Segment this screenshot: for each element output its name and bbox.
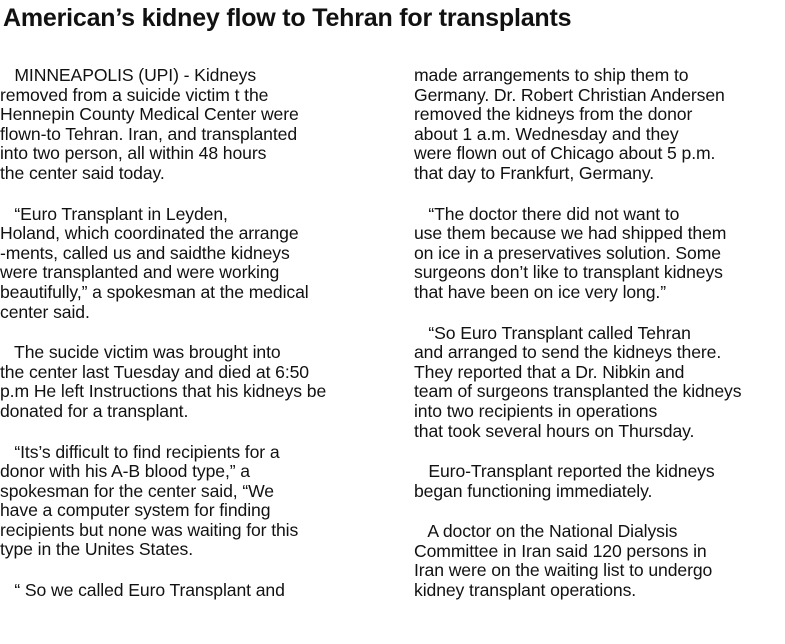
text-line: surgeons don’t like to transplant kidneys (414, 262, 723, 283)
text-line: into two person, all within 48 hours (0, 143, 267, 164)
text-line: beautifully,” a spokesman at the medical (0, 281, 309, 302)
text-line: made arrangements to ship them to (414, 65, 689, 85)
text-line: that have been on ice very long.” (414, 281, 666, 302)
text-line: kidney transplant operations. (414, 580, 637, 601)
left-column (0, 66, 385, 622)
text-line: A doctor on the National Dialysis (414, 521, 678, 542)
text-line: have a computer system for finding (0, 500, 271, 521)
article-paragraph (0, 343, 385, 421)
text-line: were flown out of Chicago about 5 p.m. (414, 143, 716, 164)
text-line: -ments, called us and saidthe kidneys (0, 242, 290, 263)
text-line: Hennepin County Medical Center were (0, 104, 299, 125)
right-column (414, 66, 785, 622)
text-line: into two recipients in operations (414, 400, 658, 421)
text-line: They reported that a Dr. Nibkin and (414, 361, 685, 382)
text-line: “The doctor there did not want to (414, 203, 680, 224)
article-paragraph (414, 324, 785, 442)
text-line: MINNEAPOLIS (UPI) - Kidneys (0, 65, 257, 85)
text-line: recipients but none was waiting for this (0, 519, 299, 540)
article-paragraph (0, 205, 385, 323)
text-line: type in the Unites States. (0, 539, 193, 560)
text-line: were transplanted and were working (0, 262, 280, 283)
text-line: “Euro Transplant in Leyden, (0, 203, 228, 224)
text-line: that took several hours on Thursday. (414, 420, 695, 441)
article-paragraph (0, 443, 385, 561)
text-line: the center last Tuesday and died at 6:50 (0, 361, 309, 382)
text-line: and arranged to send the kidneys there. (414, 342, 722, 363)
text-line: that day to Frankfurt, Germany. (414, 162, 655, 183)
article-paragraph (414, 205, 785, 303)
text-line: about 1 a.m. Wednesday and they (414, 123, 679, 144)
text-line: donor with his A-B blood type,” a (0, 461, 250, 482)
text-line: team of surgeons transplanted the kidneys (414, 381, 742, 402)
text-line: Euro-Transplant reported the kidneys (414, 461, 715, 482)
article-paragraph (0, 581, 385, 601)
text-line: The sucide victim was brought into (0, 342, 281, 363)
text-line: center said. (0, 301, 90, 322)
article-paragraph (414, 462, 785, 501)
text-line: p.m He left Instructions that his kidneys be (0, 381, 327, 402)
text-line: on ice in a preservatives solution. Some (414, 242, 721, 263)
article-paragraph (414, 66, 785, 184)
text-line: the center said today. (0, 162, 165, 183)
article-paragraph (414, 522, 785, 600)
article-paragraph (0, 66, 385, 184)
text-line: spokesman for the center said, “We (0, 480, 274, 501)
text-line: Committee in Iran said 120 persons in (414, 540, 707, 561)
text-line: removed the kidneys from the donor (414, 104, 693, 125)
text-line: “So Euro Transplant called Tehran (414, 322, 691, 343)
text-line: Iran were on the waiting list to undergo (414, 560, 713, 581)
text-line: Germany. Dr. Robert Christian Andersen (414, 84, 725, 105)
text-line: began functioning immediately. (414, 480, 653, 501)
text-line: removed from a suicide victim t the (0, 84, 269, 105)
text-line: use them because we had shipped them (414, 223, 727, 244)
text-line: donated for a transplant. (0, 400, 189, 421)
article-headline: American’s kidney flow to Tehran for transplants (3, 4, 572, 32)
text-line: “Its’s difficult to find recipients for a (0, 441, 280, 462)
text-line: “ So we called Euro Transplant and (0, 580, 285, 601)
text-line: Holand, which coordinated the arrange (0, 223, 299, 244)
text-line: flown-to Tehran. Iran, and transplanted (0, 123, 298, 144)
